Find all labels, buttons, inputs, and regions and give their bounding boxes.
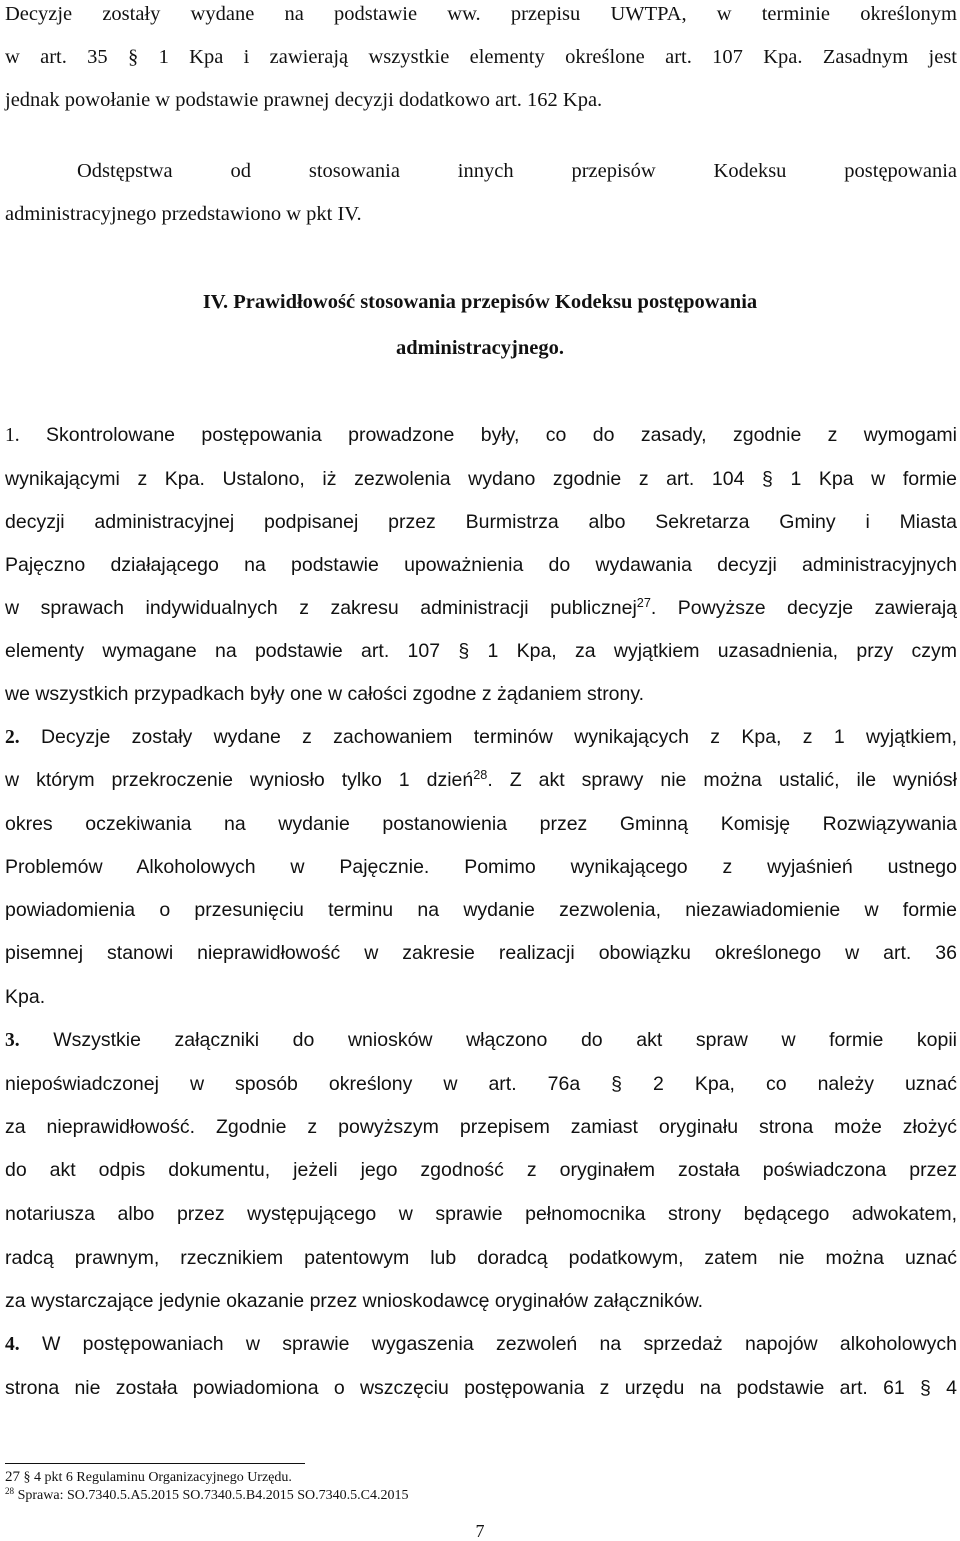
point-number: 2. — [5, 727, 20, 748]
footnote-separator — [5, 1463, 305, 1464]
point-1-line: decyzji administracyjnej podpisanej przez Burmistrza albo Sekretarza Gminy i Miasta — [5, 511, 957, 533]
point-1-line: we wszystkich przypadkach były one w całości zgodne z żądaniem strony. — [5, 683, 645, 705]
footnote-ref[interactable]: 28 — [473, 768, 488, 783]
point-text: w sprawach indywidualnych z zakresu administracji publicznej$^{27}$. Powyższe decyzje zawierają — [5, 596, 958, 619]
footnote-number: 28 — [5, 1486, 15, 1496]
paragraph-line: administracyjnego przedstawiono w pkt IV. — [5, 203, 362, 225]
paragraph-line: Odstępstwa od stosowania innych przepisów Kodeksu postępowania — [77, 160, 957, 182]
point-4-line — [5, 1331, 957, 1358]
paragraph-line: w art. 35 § 1 Kpa i zawierają wszystkie elementy określone art. 107 Kpa. Zasadnym jest — [5, 46, 957, 68]
footnote-ref[interactable]: 27 — [636, 596, 651, 611]
point-2-line: Kpa. — [5, 986, 46, 1008]
point-text: Skontrolowane postępowania prowadzone były, co do zasady, zgodnie z wymogami — [46, 424, 957, 446]
footnote-number: 27 — [5, 1469, 20, 1485]
point-2-line: powiadomienia o przesunięciu terminu na wydanie zezwolenia, niezawiadomienie w formie — [5, 899, 957, 921]
point-2-line — [5, 767, 957, 793]
point-number: 1. — [5, 425, 20, 446]
point-1-line — [5, 422, 957, 449]
footnote — [5, 1469, 905, 1486]
point-2-line: okres oczekiwania na wydanie postanowienia przez Gminną Komisję Rozwiązywania — [5, 813, 957, 835]
paragraph-line: Decyzje zostały wydane na podstawie ww. przepisu UWTPA, w terminie określonym — [5, 3, 957, 25]
point-2-line: Problemów Alkoholowych w Pajęcznie. Pomimo wynikającego z wyjaśnień ustnego — [5, 856, 957, 878]
page-number: 7 — [475, 1521, 485, 1541]
point-1-line — [5, 595, 957, 621]
point-1-line: wynikającymi z Kpa. Ustalono, iż zezwolenia wydano zgodnie z art. 104 § 1 Kpa w formie — [5, 468, 957, 490]
point-2-line — [5, 724, 957, 751]
footnote-text: Sprawa: SO.7340.5.A5.2015 SO.7340.5.B4.2015 SO.7340.5.C4.2015 — [17, 1488, 409, 1503]
point-3-line: notariusza albo przez występującego w sprawie pełnomocnika strony będącego adwokatem, — [5, 1203, 957, 1225]
point-2-line: pisemnej stanowi nieprawidłowość w zakresie realizacji obowiązku określonego w art. 36 — [5, 942, 957, 964]
point-3-line: radcą prawnym, rzecznikiem patentowym lub doradcą podatkowym, zatem nie można uznać — [5, 1247, 957, 1269]
point-text: Decyzje zostały wydane z zachowaniem terminów wynikających z Kpa, z 1 wyjątkiem, — [40, 726, 957, 748]
point-1-line: elementy wymagane na podstawie art. 107 § 1 Kpa, za wyjątkiem uzasadnienia, przy czym — [5, 640, 957, 662]
point-3-line: za nieprawidłowość. Zgodnie z powyższym przepisem zamiast oryginału strona może złożyć — [5, 1116, 957, 1138]
point-3-line — [5, 1027, 957, 1054]
section-heading: administracyjnego. — [396, 337, 564, 359]
point-text: Wszystkie załączniki do wniosków włączono do akt spraw w formie kopii — [53, 1029, 957, 1051]
point-4-line: strona nie została powiadomiona o wszczęciu postępowania z urzędu na podstawie art. 61 § 4 — [5, 1377, 957, 1399]
point-1-line: Pajęczno działającego na podstawie upoważnienia do wydawania decyzji administracyjnych — [5, 554, 957, 576]
point-3-line: za wystarczające jedynie okazanie przez wnioskodawcę oryginałów załączników. — [5, 1290, 704, 1312]
footnote-text: § 4 pkt 6 Regulaminu Organizacyjnego Urzędu. — [23, 1470, 292, 1485]
point-3-line: do akt odpis dokumentu, jeżeli jego zgodność z oryginałem została poświadczona przez — [5, 1159, 957, 1181]
point-number: 4. — [5, 1334, 20, 1355]
footnote — [5, 1488, 905, 1504]
point-text: W postępowaniach w sprawie wygaszenia zezwoleń na sprzedaż napojów alkoholowych — [41, 1333, 957, 1355]
section-heading: IV. Prawidłowość stosowania przepisów Kodeksu postępowania — [202, 291, 758, 313]
point-3-line: niepoświadczonej w sposób określony w art. 76a § 2 Kpa, co należy uznać — [5, 1073, 957, 1095]
paragraph-line: jednak powołanie w podstawie prawnej decyzji dodatkowo art. 162 Kpa. — [5, 89, 603, 111]
point-text: w którym przekroczenie wyniosło tylko 1 dzień$^{28}$. Z akt sprawy nie można ustalić, ile wyniósł — [5, 768, 957, 791]
point-number: 3. — [5, 1030, 20, 1051]
